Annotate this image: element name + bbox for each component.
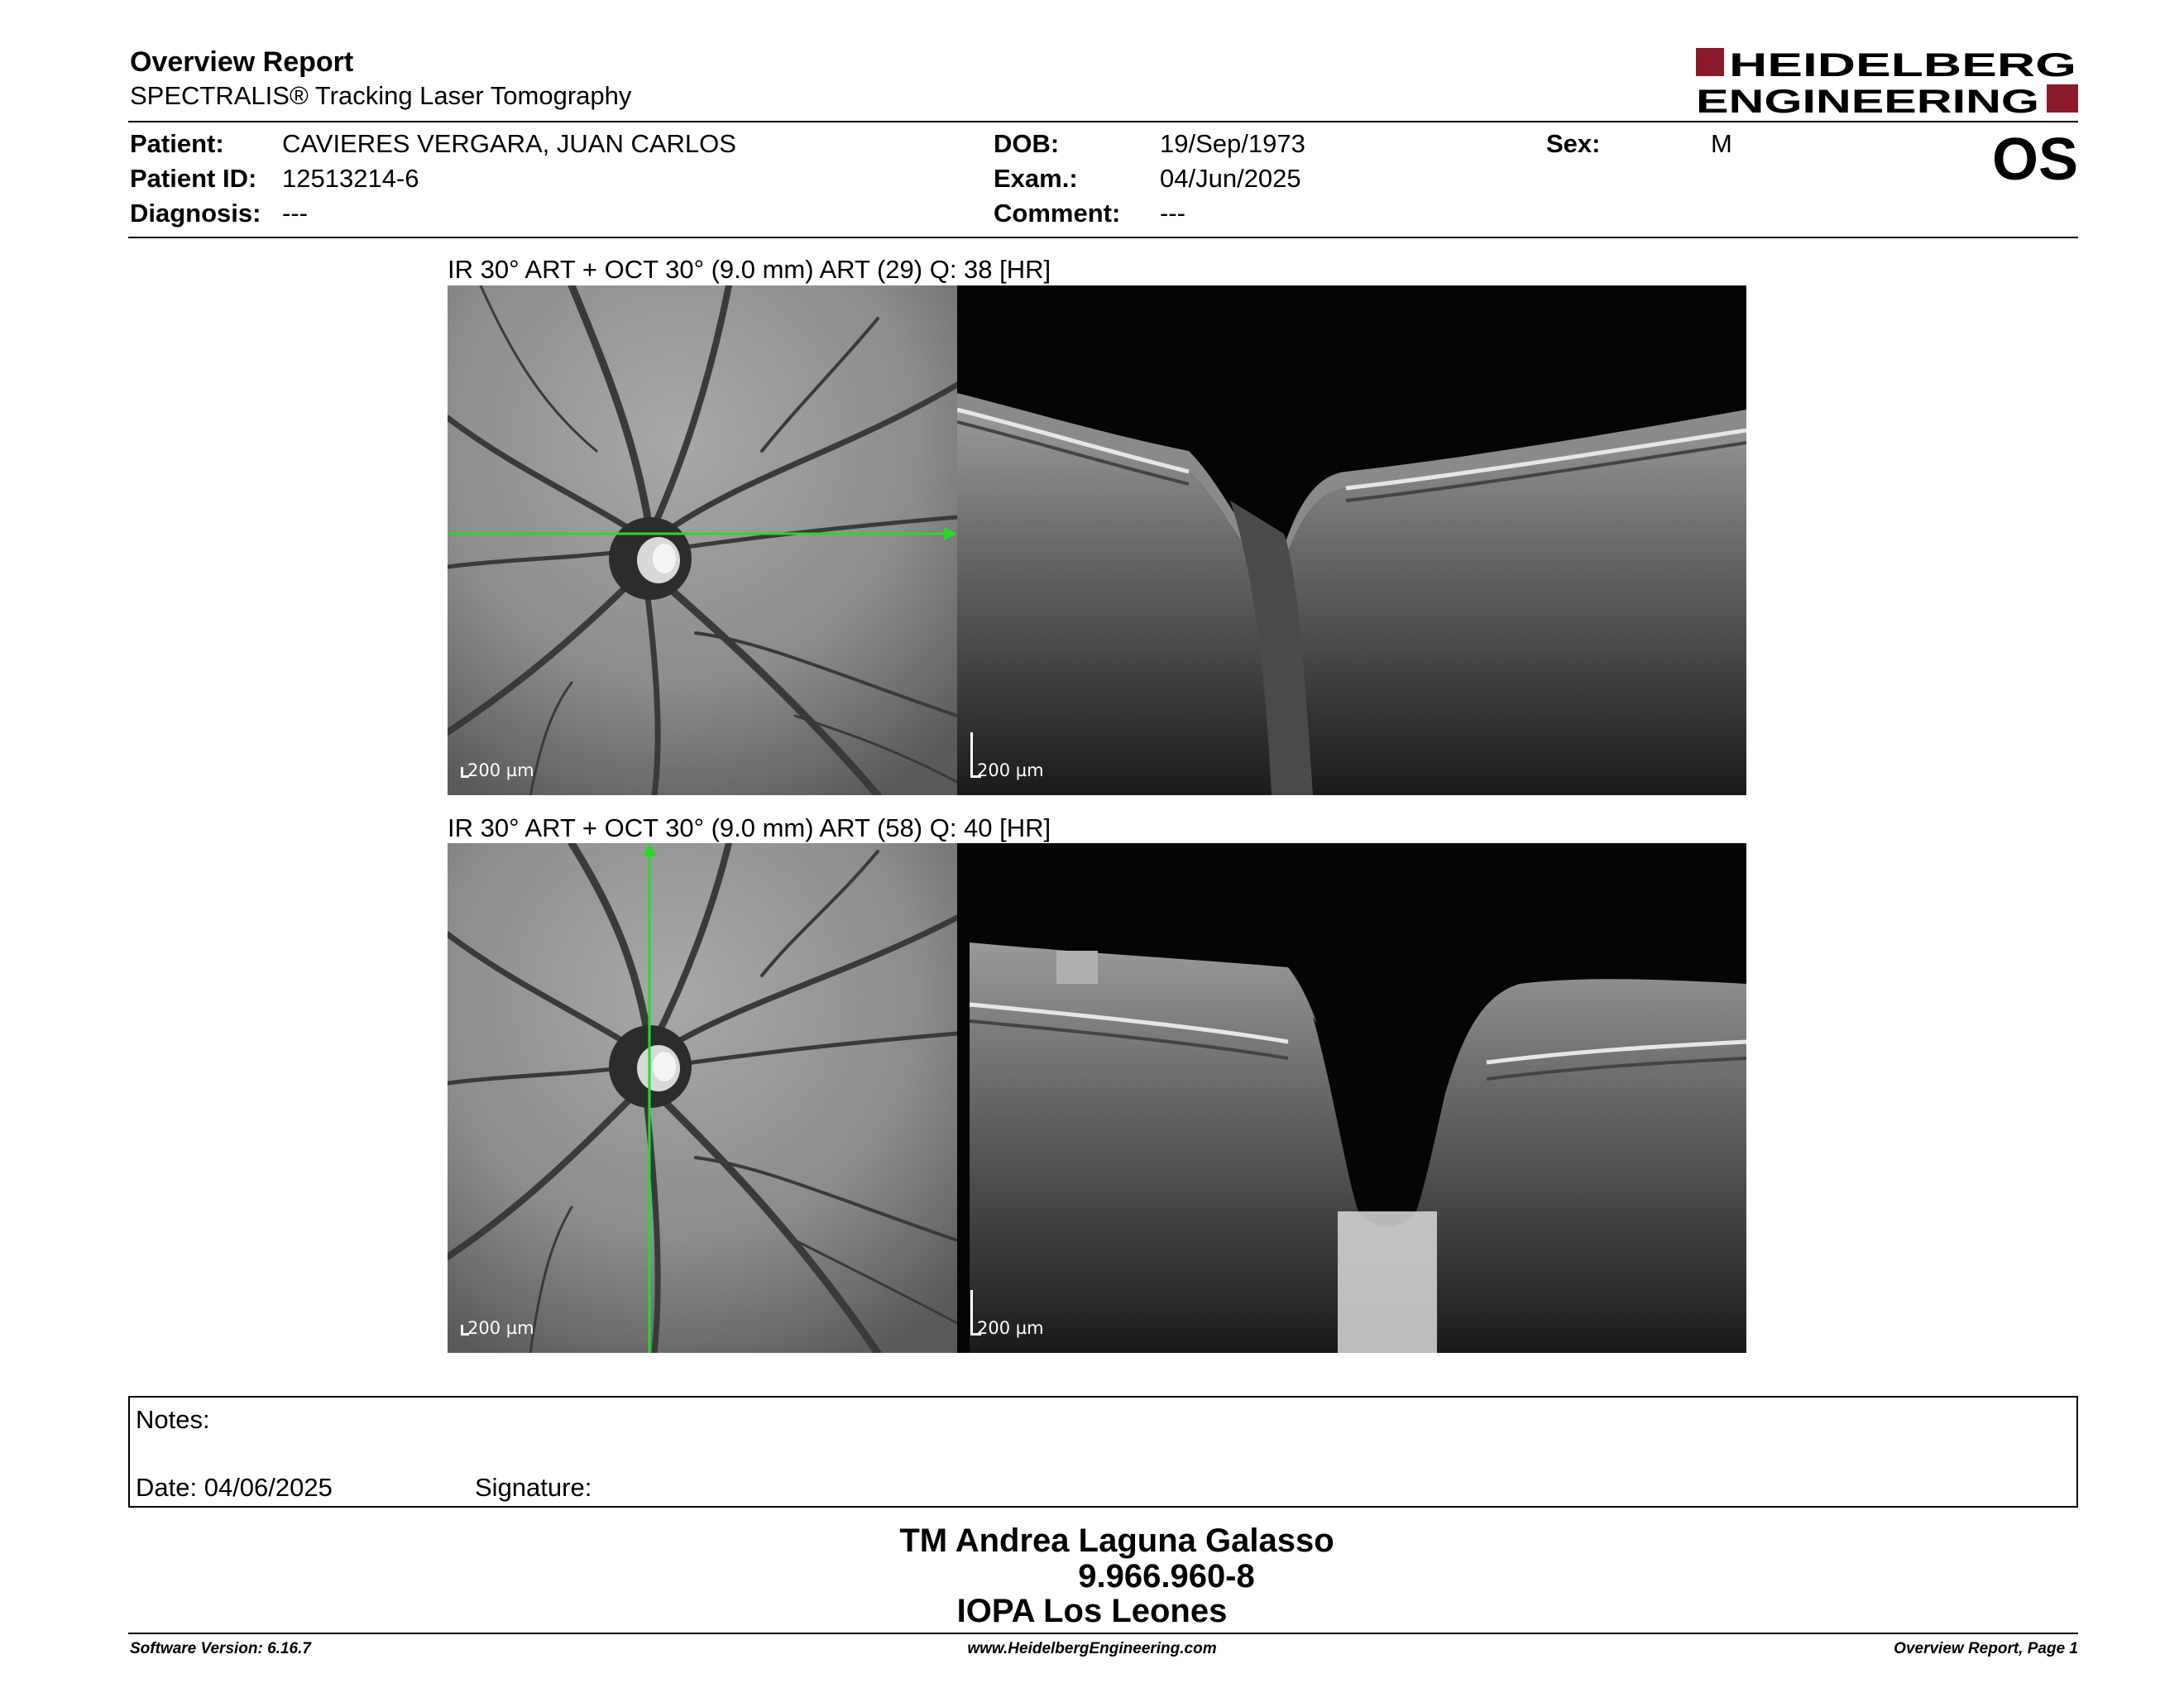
exam-value: 04/Jun/2025 [1160,164,1301,193]
footer-divider [128,1633,2078,1634]
ir-scale-label: 200 µm [467,760,534,780]
exam-label: Exam.: [994,164,1078,193]
patient-id: 12513214-6 [282,164,419,193]
patient-label: Patient: [130,129,224,158]
stamp-id: 9.966.960-8 [1078,1558,1255,1594]
notes-label: Notes: [136,1405,210,1434]
comment-value: --- [1160,199,1185,228]
date-label: Date: 04/06/2025 [136,1473,333,1502]
dob-value: 19/Sep/1973 [1160,129,1305,158]
stamp-institution: IOPA Los Leones [956,1593,1228,1629]
signature-label: Signature: [475,1473,592,1502]
heidelberg-logo [1696,46,2078,116]
ir-fundus-image [448,285,957,795]
software-version: Software Version: 6.16.7 [130,1640,311,1657]
page-label: Overview Report, Page 1 [1894,1640,2078,1657]
scan-caption: IR 30° ART + OCT 30° (9.0 mm) ART (29) Q: 38 [HR] [448,255,1051,284]
oct-bscan-image [957,843,1746,1353]
diagnosis-label: Diagnosis: [130,199,261,228]
stamp-name: TM Andrea Laguna Galasso [899,1523,1334,1559]
scan-caption: IR 30° ART + OCT 30° (9.0 mm) ART (58) Q: 40 [HR] [448,813,1051,842]
patient-divider [128,237,2078,238]
ir-scale-label: 200 µm [467,1318,534,1338]
svg-text:HEIDELBERG: HEIDELBERG [1729,47,2076,84]
patient-name: CAVIERES VERGARA, JUAN CARLOS [282,129,736,158]
notes-box [128,1396,2078,1508]
oct-bscan-image [957,285,1746,795]
svg-text:ENGINEERING: ENGINEERING [1696,84,2039,116]
eye-indicator: OS [1991,127,2078,193]
patient-id-label: Patient ID: [130,164,257,193]
website-link[interactable]: www.HeidelbergEngineering.com [967,1640,1217,1657]
report-title: Overview Report [130,46,354,78]
dob-label: DOB: [994,129,1060,158]
diagnosis-value: --- [282,199,308,228]
report-subtitle: SPECTRALIS® Tracking Laser Tomography [130,81,632,110]
sex-label: Sex: [1546,129,1601,158]
oct-scale-label: 200 µm [977,760,1044,780]
header-divider [128,121,2078,122]
sex-value: M [1711,129,1732,158]
ir-fundus-image [448,843,957,1353]
comment-label: Comment: [994,199,1121,228]
oct-scale-label: 200 µm [977,1318,1044,1338]
